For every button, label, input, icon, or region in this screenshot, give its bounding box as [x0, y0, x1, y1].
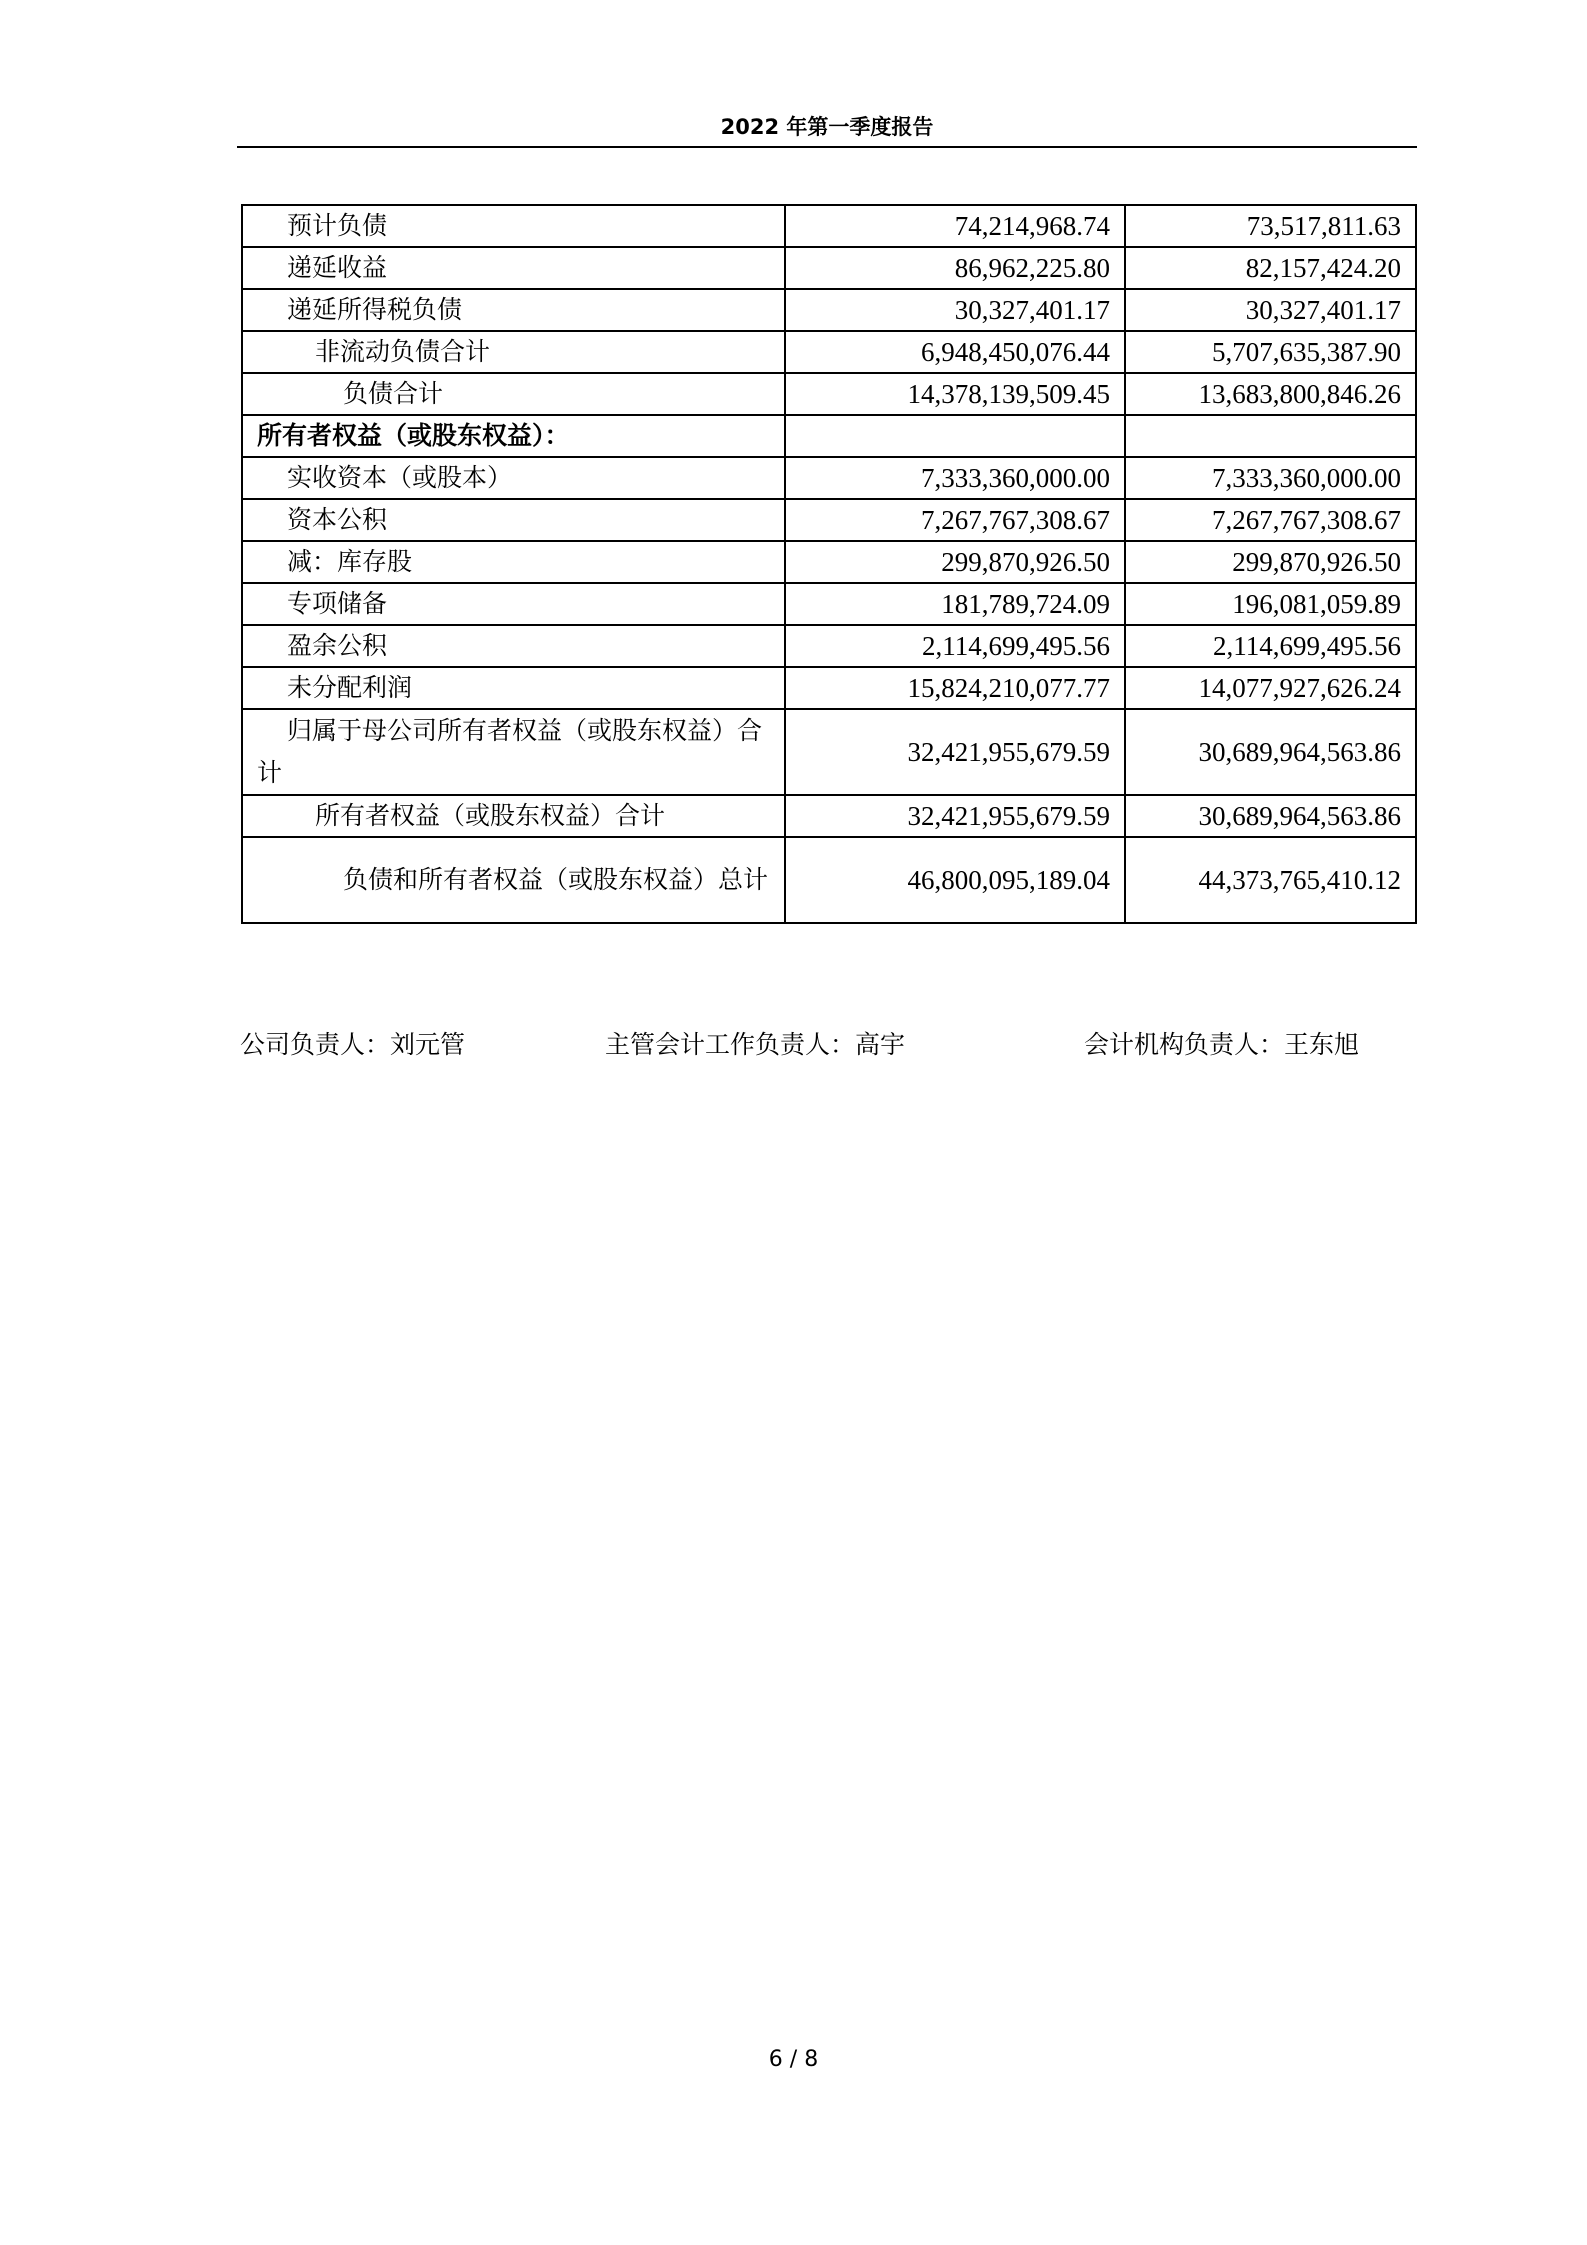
- report-title: 2022 年第一季度报告: [720, 115, 934, 139]
- prior-period-value: 82,157,424.20: [1125, 247, 1416, 289]
- row-label: 递延收益: [242, 247, 785, 289]
- row-label: 负债和所有者权益（或股东权益）总计: [242, 837, 785, 923]
- current-period-value: 14,378,139,509.45: [785, 373, 1125, 415]
- row-label: 归属于母公司所有者权益（或股东权益）合计: [242, 709, 785, 795]
- current-period-value: 181,789,724.09: [785, 583, 1125, 625]
- row-label: 所有者权益（或股东权益）合计: [242, 795, 785, 837]
- current-period-value: 32,421,955,679.59: [785, 709, 1125, 795]
- row-label: 资本公积: [242, 499, 785, 541]
- table-row: [242, 205, 1416, 247]
- prior-period-value: 73,517,811.63: [1125, 205, 1416, 247]
- row-label: 预计负债: [242, 205, 785, 247]
- prior-period-value: 299,870,926.50: [1125, 541, 1416, 583]
- table-row: [242, 373, 1416, 415]
- table-row: [242, 331, 1416, 373]
- prior-period-value: 7,333,360,000.00: [1125, 457, 1416, 499]
- row-label: 减：库存股: [242, 541, 785, 583]
- current-period-value: 299,870,926.50: [785, 541, 1125, 583]
- table-row: [242, 795, 1416, 837]
- section-heading: 所有者权益（或股东权益）：: [242, 415, 785, 457]
- table-row: [242, 667, 1416, 709]
- current-period-value: 6,948,450,076.44: [785, 331, 1125, 373]
- prior-period-value: 30,689,964,563.86: [1125, 795, 1416, 837]
- current-period-value: 86,962,225.80: [785, 247, 1125, 289]
- prior-period-value: 5,707,635,387.90: [1125, 331, 1416, 373]
- row-label: 负债合计: [242, 373, 785, 415]
- accounting-org-head-signature: 会计机构负责人：王东旭: [1084, 1030, 1360, 1059]
- current-period-value: 7,333,360,000.00: [785, 457, 1125, 499]
- row-label: 非流动负债合计: [242, 331, 785, 373]
- current-period-value: 30,327,401.17: [785, 289, 1125, 331]
- table-row: [242, 415, 1416, 457]
- current-period-value: [785, 415, 1125, 457]
- page-number: 6 / 8: [768, 2047, 819, 2072]
- current-period-value: 46,800,095,189.04: [785, 837, 1125, 923]
- current-period-value: 32,421,955,679.59: [785, 795, 1125, 837]
- current-period-value: 15,824,210,077.77: [785, 667, 1125, 709]
- prior-period-value: 14,077,927,626.24: [1125, 667, 1416, 709]
- balance-sheet-table: [241, 204, 1417, 924]
- current-period-value: 7,267,767,308.67: [785, 499, 1125, 541]
- company-head-signature: 公司负责人：刘元管: [240, 1030, 466, 1059]
- table-row: [242, 541, 1416, 583]
- table-row: [242, 499, 1416, 541]
- current-period-value: 2,114,699,495.56: [785, 625, 1125, 667]
- prior-period-value: [1125, 415, 1416, 457]
- table-row: [242, 837, 1416, 923]
- table-row: [242, 457, 1416, 499]
- table-row: [242, 247, 1416, 289]
- row-label: 盈余公积: [242, 625, 785, 667]
- signature-line: [240, 1025, 1420, 1065]
- row-label: 实收资本（或股本）: [242, 457, 785, 499]
- prior-period-value: 2,114,699,495.56: [1125, 625, 1416, 667]
- row-label: 专项储备: [242, 583, 785, 625]
- row-label: 递延所得税负债: [242, 289, 785, 331]
- row-label: 未分配利润: [242, 667, 785, 709]
- prior-period-value: 30,689,964,563.86: [1125, 709, 1416, 795]
- table-row: [242, 289, 1416, 331]
- prior-period-value: 44,373,765,410.12: [1125, 837, 1416, 923]
- table-row: [242, 625, 1416, 667]
- table-row: [242, 709, 1416, 795]
- current-period-value: 74,214,968.74: [785, 205, 1125, 247]
- prior-period-value: 7,267,767,308.67: [1125, 499, 1416, 541]
- prior-period-value: 196,081,059.89: [1125, 583, 1416, 625]
- prior-period-value: 13,683,800,846.26: [1125, 373, 1416, 415]
- prior-period-value: 30,327,401.17: [1125, 289, 1416, 331]
- accounting-head-signature: 主管会计工作负责人：高宇: [605, 1030, 906, 1059]
- table-row: [242, 583, 1416, 625]
- header-divider: [237, 146, 1417, 148]
